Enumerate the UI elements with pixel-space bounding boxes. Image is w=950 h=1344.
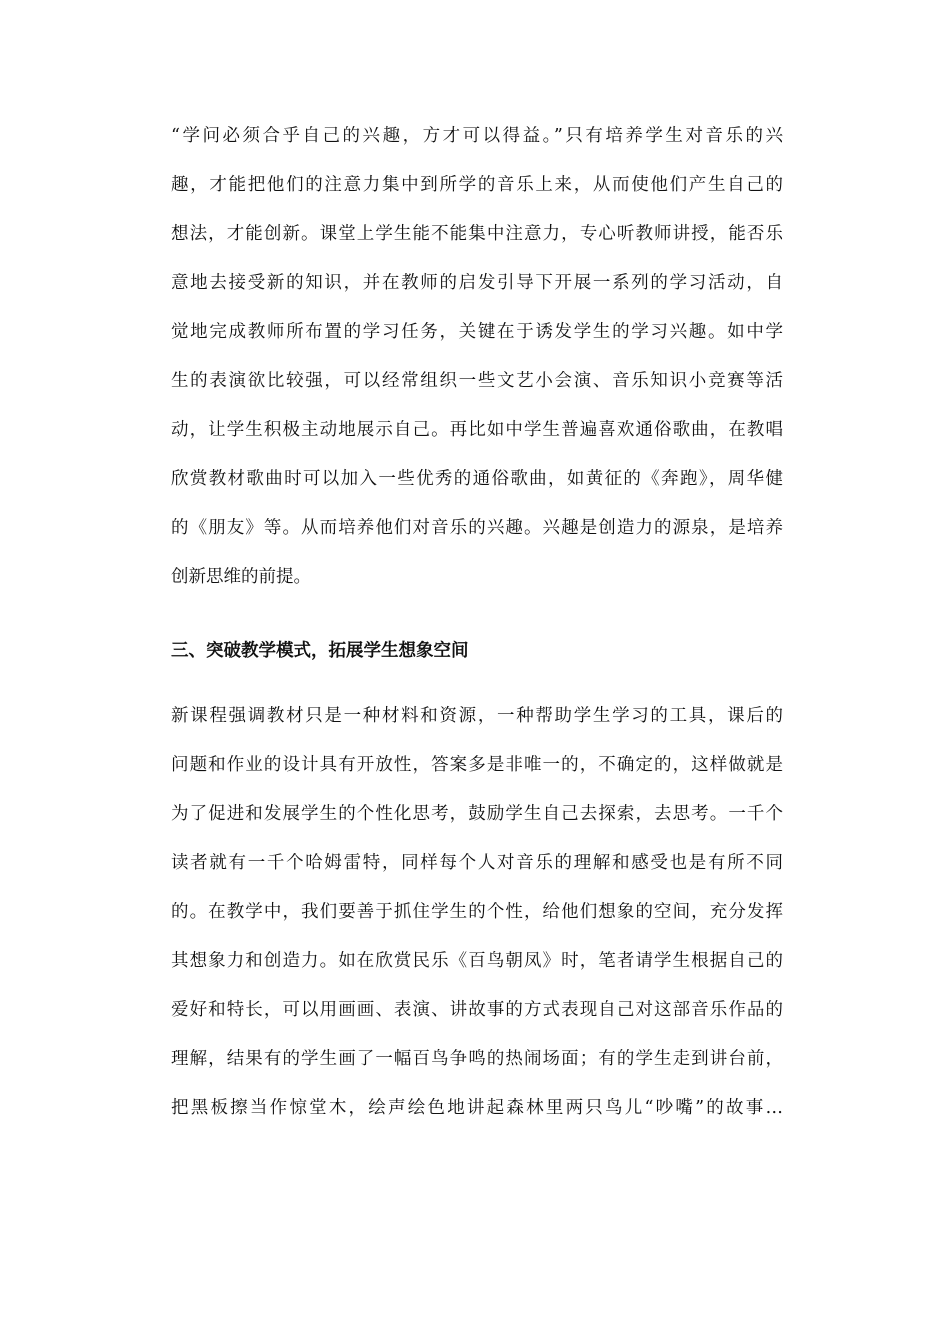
paragraph-interest [171, 112, 783, 602]
paragraph-imagination [171, 692, 783, 1133]
text-line: 新课程强调教材只是一种材料和资源，一种帮助学生学习的工具，课后的 [171, 706, 783, 726]
text-line: “学问必须合乎自己的兴趣，方才可以得益。”只有培养学生对音乐的兴 [171, 126, 783, 146]
text-line: 其想象力和创造力。如在欣赏民乐《百鸟朝凤》时，笔者请学生根据自己的 [171, 951, 783, 971]
text-line: 创新思维的前提。 [171, 567, 311, 587]
text-line: 意地去接受新的知识，并在教师的启发引导下开展一系列的学习活动，自 [171, 273, 783, 293]
text-line: 为了促进和发展学生的个性化思考，鼓励学生自己去探索，去思考。一千个 [171, 804, 783, 824]
text-line: 动，让学生积极主动地展示自己。再比如中学生普遍喜欢通俗歌曲，在教唱 [171, 420, 783, 440]
text-line: 读者就有一千个哈姆雷特，同样每个人对音乐的理解和感受也是有所不同 [171, 853, 783, 873]
text-line: 趣，才能把他们的注意力集中到所学的音乐上来，从而使他们产生自己的 [171, 175, 783, 195]
text-line: 的。在教学中，我们要善于抓住学生的个性，给他们想象的空间，充分发挥 [171, 902, 783, 922]
text-line: 生的表演欲比较强，可以经常组织一些文艺小会演、音乐知识小竞赛等活 [171, 371, 783, 391]
text-line: 欣赏教材歌曲时可以加入一些优秀的通俗歌曲，如黄征的《奔跑》，周华健 [171, 469, 783, 489]
section-heading: 三、突破教学模式，拓展学生想象空间 [171, 641, 469, 661]
text-line: 爱好和特长，可以用画画、表演、讲故事的方式表现自己对这部音乐作品的 [171, 1000, 783, 1020]
text-line: 想法，才能创新。课堂上学生能不能集中注意力，专心听教师讲授，能否乐 [171, 224, 783, 244]
text-line: 觉地完成教师所布置的学习任务，关键在于诱发学生的学习兴趣。如中学 [171, 322, 783, 342]
text-line: 的《朋友》等。从而培养他们对音乐的兴趣。兴趣是创造力的源泉，是培养 [171, 518, 783, 538]
text-line: 问题和作业的设计具有开放性，答案多是非唯一的，不确定的，这样做就是 [171, 755, 783, 775]
text-line: 把黑板擦当作惊堂木，绘声绘色地讲起森林里两只鸟儿“吵嘴”的故事… [171, 1098, 783, 1118]
text-line: 理解，结果有的学生画了一幅百鸟争鸣的热闹场面；有的学生走到讲台前， [171, 1049, 783, 1069]
